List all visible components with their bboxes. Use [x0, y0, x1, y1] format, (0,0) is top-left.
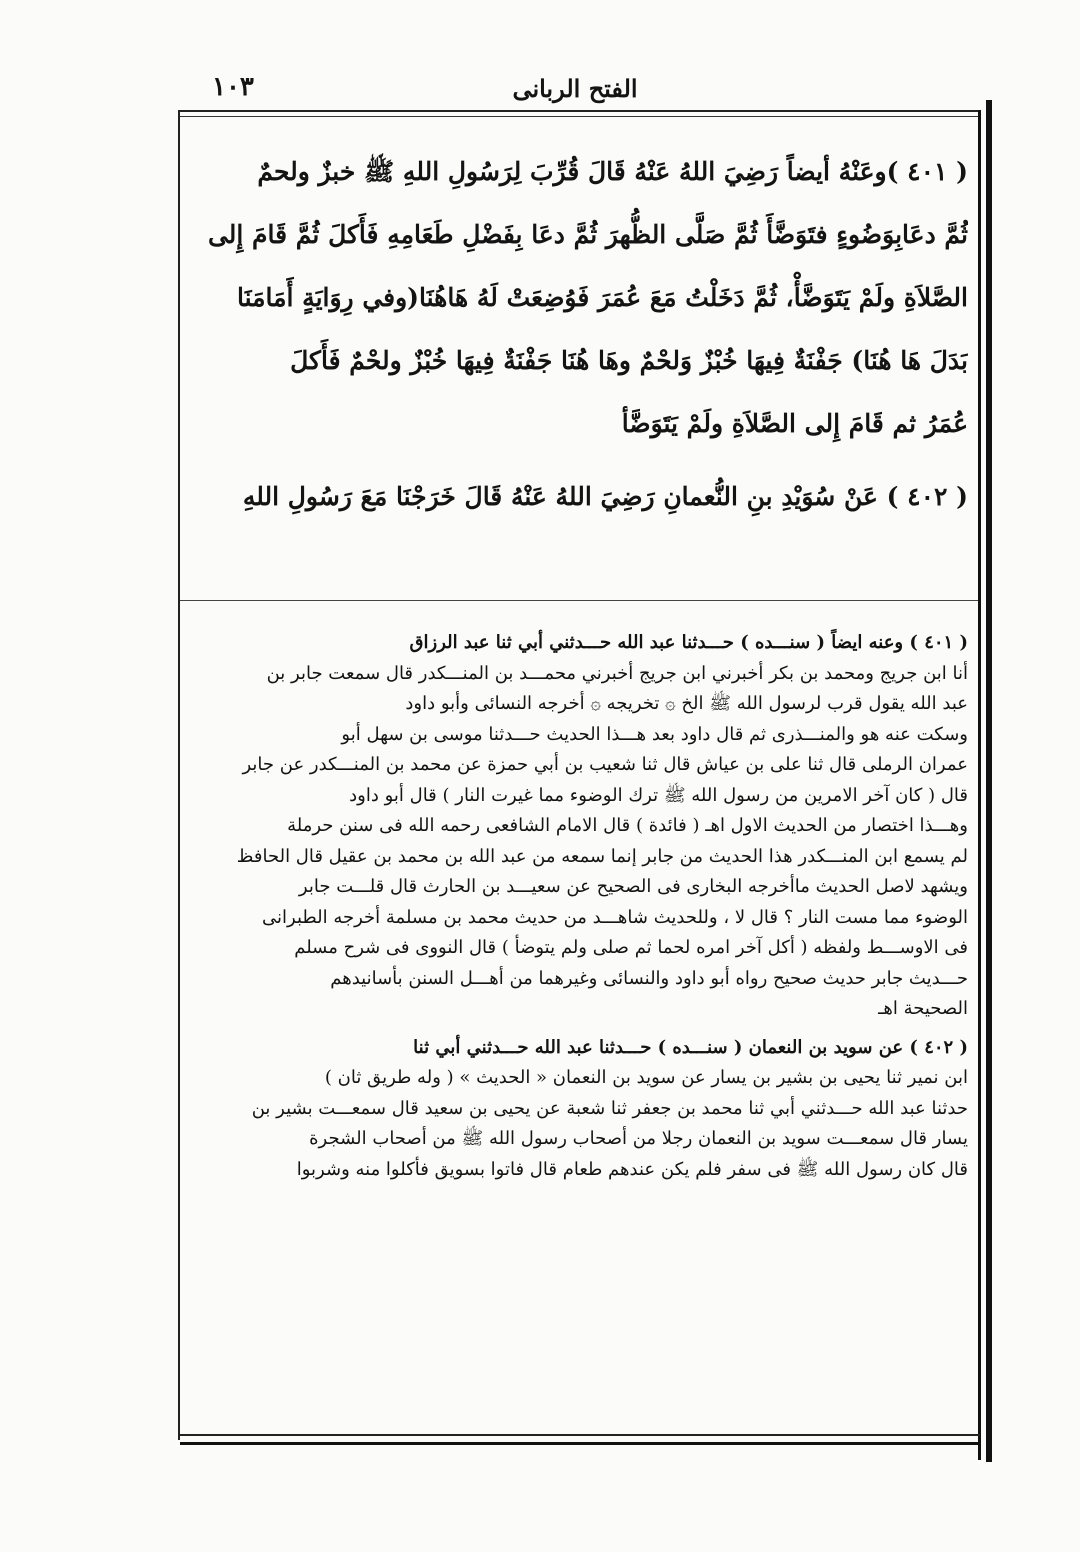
frame-bottom-rule	[180, 1434, 980, 1436]
commentary-line: عبد الله يقول قرب لرسول الله ﷺ الخ ۞ تخريجه ۞ أخرجه النسائى وأبو داود	[405, 693, 968, 714]
commentary-line: يسار قال سمعـــت سويد بن النعمان رجلا من أصحاب رسول الله ﷺ من أصحاب الشجرة	[309, 1128, 968, 1149]
book-title: الفتح الربانى	[512, 74, 638, 103]
commentary-line: ويشهد لاصل الحديث ماأخرجه البخارى فى الصحيح عن سعيـــد بن الحارث قال قلـــت جابر	[298, 876, 968, 897]
commentary-line: قال كان رسول الله ﷺ فى سفر فلم يكن عندهم طعام قال فاتوا بسويق فأكلوا منه وشربوا	[296, 1158, 968, 1180]
commentary-line: حـــديث جابر حديث صحيح رواه أبو داود والنسائى وغيرهما من أهـــل السنن بأسانيدهم	[330, 967, 968, 989]
commentary-line: وهـــذا اختصار من الحديث الاول اهـ ( فائدة ) قال الامام الشافعى رحمه الله فى سنن حرملة	[287, 815, 968, 836]
commentary-text	[188, 628, 968, 1185]
commentary-line: الوضوء مما مست النار ؟ قال لا ، وللحديث شاهـــد من حديث محمد بن مسلمة أخرجه الطبرانى	[262, 906, 968, 928]
commentary-line: أنا ابن جريج ومحمد بن بكر أخبرني ابن جريج أخبرني محمـــد بن المنـــكدر قال سمعت جابر بن	[266, 662, 968, 684]
frame-top-rule	[180, 110, 978, 112]
commentary-line: قال ( كان آخر الامرين من رسول الله ﷺ ترك الوضوء مما غيرت النار ) قال أبو داود	[349, 784, 968, 806]
commentary-line: حدثنا عبد الله حـــدثني أبي ثنا محمد بن جعفر ثنا شعبة عن يحيى بن سعيد قال سمعـــت بشير بن	[251, 1097, 968, 1119]
commentary-line: عمران الرملى قال ثنا على بن عياش قال ثنا شعيب بن أبي حمزة عن محمد بن المنـــكدر عن جابر	[242, 754, 968, 775]
commentary-line: لم يسمع ابن المنـــكدر هذا الحديث من جابر إنما سمعه من عبد الله بن محمد بن عقيل قال الحافظ	[236, 845, 968, 867]
commentary-line: الصحيحة اهـ	[878, 998, 968, 1019]
frame-right-rule-thick	[986, 100, 992, 1462]
commentary-line: وسكت عنه هو والمنـــذرى ثم قال داود بعد هـــذا الحديث حـــدثنا موسى بن سهل أبو	[341, 723, 968, 745]
commentary-line: ابن نمير ثنا يحيى بن بشير بن يسار عن سويد بن النعمان « الحديث » ( وله طريق ثان )	[324, 1067, 968, 1088]
hadith-text	[188, 140, 968, 528]
hadith-line: بَدَلَ هَا هُنَا) جَفْنَةٌ فِيهَا خُبْزٌ وَلحْمٌ وهَا هُنَا جَفْنَةٌ فِيهَا خُبْزٌ ولحْمٌ فَأَكلَ	[290, 346, 968, 375]
hadith-line: ( ٤٠٢ ) عَنْ سُوَيْدِ بنِ النُّعمانِ رَضِيَ اللهُ عَنْهُ قَالَ خَرَجْنَا مَعَ رَسُولِ اللهِ	[242, 482, 968, 511]
hadith-line: ثُمَّ دعَابِوَضُوءٍ فتَوَضَّأَ ثُمَّ صَلَّى الظُّهرَ ثُمَّ دعَا بِفَضْلِ طَعَامِهِ فَأَكلَ ثُمَّ قَامَ إِلى	[207, 220, 968, 249]
page-header	[180, 70, 970, 110]
frame-top-rule-inner	[180, 116, 978, 117]
section-divider	[180, 600, 978, 601]
hadith-line: عُمَرُ ثم قَامَ إِلى الصَّلاَةِ ولَمْ يَتَوَضَّأ	[621, 409, 968, 438]
hadith-line: الصَّلاَةِ ولَمْ يَتَوَضَّأْ، ثُمَّ دَخَلْتُ مَعَ عُمَرَ فَوُضِعَتْ لَهُ هَاهُنَا(وفي رِوَايَةٍ أَمَامَنَا	[236, 283, 968, 312]
frame-right-rule	[978, 110, 981, 1460]
commentary-line: ( ٤٠١ ) وعنه ايضاً ( سنـــده ) حـــدثنا عبد الله حـــدثني أبي ثنا عبد الرزاق	[409, 632, 968, 653]
commentary-line: فى الاوســـط ولفظه ( أكل آخر امره لحما ثم صلى ولم يتوضأ ) قال النووى فى شرح مسلم	[294, 937, 968, 958]
frame-left-rule	[178, 110, 180, 1440]
hadith-line: ( ٤٠١ )وعَنْهُ أيضاً رَضِيَ اللهُ عَنْهُ قَالَ قُرِّبَ لِرَسُولِ اللهِ ﷺ خبزٌ ولحمٌ	[257, 157, 968, 186]
frame-bottom-rule-thick	[180, 1442, 980, 1445]
page-number: ١٠٣	[212, 72, 254, 102]
commentary-line: ( ٤٠٢ ) عن سويد بن النعمان ( سنـــده ) حـــدثنا عبد الله حـــدثني أبي ثنا	[413, 1036, 968, 1058]
